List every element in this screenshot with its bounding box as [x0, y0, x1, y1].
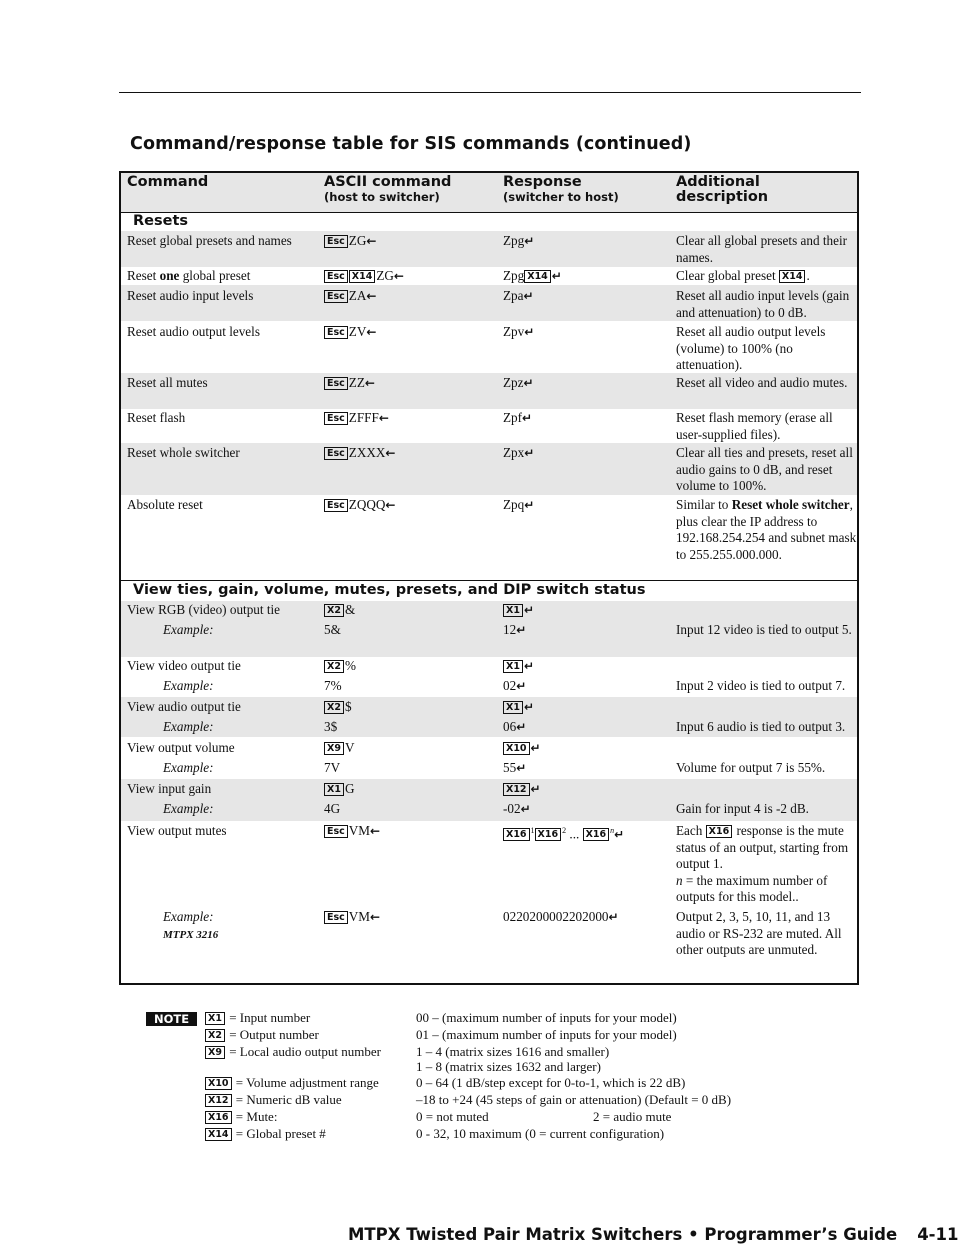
page-title: Command/response table for SIS commands (continued) [130, 134, 692, 154]
return-icon: ↵ [614, 827, 625, 842]
legend-value: –18 to +24 (45 steps of gain or attenuation) (Default = 0 dB) [416, 1092, 732, 1107]
return-icon: ↵ [522, 411, 533, 425]
x2-key-box: X2 [324, 701, 344, 714]
return-icon: ↵ [516, 679, 527, 693]
legend-item: X12 = Numeric dB value [205, 1092, 342, 1109]
x1-key-box: X1 [503, 701, 523, 714]
return-icon: ↵ [516, 761, 527, 775]
x12-key-box: X12 [503, 783, 530, 796]
return-icon: ↵ [516, 720, 527, 734]
arrow-left-icon: ← [366, 289, 377, 303]
legend-value: 0 - 32, 10 maximum (0 = current configuration) [416, 1126, 665, 1141]
x16-key-box: X16 [535, 828, 562, 841]
esc-key-box: Esc [324, 499, 348, 512]
legend-value: 1 – 4 (matrix sizes 1616 and smaller) [416, 1044, 610, 1059]
command-table: Command ASCII command (host to switcher) Response (switcher to host) Additional description Resets Reset global presets and names Esc ZG← Zpg↵ Clear all global presets and their names. Reset one global preset Esc X14 ZG← Zpg X14 ↵ Clear global preset X14 . Reset audio input levels Esc ZA← Zpa↵ Reset all audio input levels (gain and attenuation) to 0 dB. Reset audio output levels Esc ZV← Zpv↵ Reset all audio output levels (volume) to 100% (no attenuation). Reset all mutes Esc ZZ← Zpz↵ Reset all video and audio mutes. Reset flash Esc ZFFF← Zpf↵ Reset flash memory (erase all user-supplied files). Reset whole switcher Esc ZXXX← Zpx↵ Clear all ties and presets, reset all audio gains to 0 dB, and reset volume to 100%. Absolute reset Esc ZQQQ← Zpq↵ Similar to Reset whole switcher, plus clear the IP address to 192.168.254.254 and subnet mask to 255.255.000.000. View ties, gain, volume, mutes, presets, and DIP switch status View RGB (video) output tie X2 & X1 ↵ Example: 5& 12↵ Input 12 video is tied to output 5. View video output tie X2 % X1 ↵ Example: 7% 02↵ Input 2 video is tied to output 7. View audio output tie X2 $ X1 ↵ Example: 3$ 06↵ Input 6 audio is tied to output 3. View output volume X9 V X10 ↵ Example: 7V 55↵ Volume for output 7 is 55%. View input gain X1 G X12 ↵ Example: 4G -02↵ Gain for input 4 is -2 dB. View output mutes Esc VM← X16 $^1$ X16 $^2$ ... X16 $^n$↵ Each X16 response is the mute status of an output, starting from output 1. n = the maximum number of outputs for this model.. Example: MTPX 3216 Esc VM← 0220200002202000↵ Output 2, 3, 5, 10, 11, and 13 audio or RS-232 are muted. All other outputs are unmuted. [119, 171, 859, 985]
legend-item: X1 = Input number [205, 1010, 310, 1027]
arrow-left-icon: ← [378, 411, 389, 425]
section-resets: Resets [133, 213, 189, 229]
x16-key-box: X16 [706, 825, 733, 838]
note-tag: NOTE [146, 1012, 197, 1026]
esc-key-box: Esc [324, 326, 348, 339]
arrow-left-icon: ← [370, 910, 381, 924]
arrow-left-icon: ← [366, 234, 377, 248]
arrow-left-icon: ← [385, 446, 396, 460]
x14-key-box: X14 [524, 270, 551, 283]
section-view: View ties, gain, volume, mutes, presets, and DIP switch status [133, 582, 646, 598]
x2-key-box: X2 [205, 1029, 225, 1042]
header-response: Response (switcher to host) [503, 174, 619, 204]
esc-key-box: Esc [324, 235, 348, 248]
page-number: 4-11 [917, 1225, 959, 1244]
section-divider [121, 580, 857, 581]
esc-key-box: Esc [324, 412, 348, 425]
legend-value: 00 – (maximum number of inputs for your model) [416, 1010, 677, 1025]
esc-key-box: Esc [324, 825, 348, 838]
return-icon: ↵ [524, 446, 535, 460]
x16-key-box: X16 [205, 1111, 232, 1124]
x10-key-box: X10 [503, 742, 530, 755]
x9-key-box: X9 [205, 1046, 225, 1059]
legend-value: 0 – 64 (1 dB/step except for 0-to-1, which is 22 dB) [416, 1075, 686, 1090]
return-icon: ↵ [524, 498, 535, 512]
return-icon: ↵ [523, 376, 534, 390]
x16-key-box: X16 [503, 828, 530, 841]
x10-key-box: X10 [205, 1077, 232, 1090]
legend-item: X16 = Mute: [205, 1109, 277, 1126]
header-description: Additional description [676, 174, 769, 205]
return-icon: ↵ [530, 782, 541, 796]
return-icon: ↵ [524, 234, 535, 248]
esc-key-box: Esc [324, 911, 348, 924]
table-header [121, 173, 857, 213]
arrow-left-icon: ← [364, 376, 375, 390]
header-ascii: ASCII command (host to switcher) [324, 174, 452, 204]
legend-item: X10 = Volume adjustment range [205, 1075, 379, 1092]
legend-value: 1 – 8 (matrix sizes 1632 and larger) [416, 1059, 601, 1074]
legend-value: 0 = not muted [416, 1109, 489, 1124]
esc-key-box: Esc [324, 270, 348, 283]
top-rule [119, 92, 861, 93]
arrow-left-icon: ← [385, 498, 396, 512]
return-icon: ↵ [524, 325, 535, 339]
x9-key-box: X9 [324, 742, 344, 755]
x1-key-box: X1 [324, 783, 344, 796]
return-icon: ↵ [523, 603, 534, 617]
arrow-left-icon: ← [370, 824, 381, 838]
return-icon: ↵ [551, 269, 562, 283]
legend-item: X9 = Local audio output number [205, 1044, 381, 1061]
arrow-left-icon: ← [366, 325, 377, 339]
x1-key-box: X1 [205, 1012, 225, 1025]
x16-key-box: X16 [583, 828, 610, 841]
x1-key-box: X1 [503, 660, 523, 673]
esc-key-box: Esc [324, 377, 348, 390]
legend-item: X14 = Global preset # [205, 1126, 326, 1143]
x14-key-box: X14 [349, 270, 376, 283]
x12-key-box: X12 [205, 1094, 232, 1107]
page-footer: MTPX Twisted Pair Matrix Switchers • Programmer’s Guide 4-11 [348, 1225, 959, 1244]
legend-value: 01 – (maximum number of inputs for your model) [416, 1027, 677, 1042]
esc-key-box: Esc [324, 447, 348, 460]
return-icon: ↵ [608, 910, 619, 924]
return-icon: ↵ [516, 623, 527, 637]
x1-key-box: X1 [503, 604, 523, 617]
x14-key-box: X14 [205, 1128, 232, 1141]
arrow-left-icon: ← [393, 269, 404, 283]
header-command: Command [127, 174, 209, 190]
x2-key-box: X2 [324, 660, 344, 673]
return-icon: ↵ [530, 741, 541, 755]
legend-value: 2 = audio mute [593, 1109, 672, 1124]
legend-item: X2 = Output number [205, 1027, 319, 1044]
return-icon: ↵ [520, 802, 531, 816]
x2-key-box: X2 [324, 604, 344, 617]
x14-key-box: X14 [779, 270, 806, 283]
return-icon: ↵ [523, 659, 534, 673]
return-icon: ↵ [523, 289, 534, 303]
esc-key-box: Esc [324, 290, 348, 303]
return-icon: ↵ [523, 700, 534, 714]
